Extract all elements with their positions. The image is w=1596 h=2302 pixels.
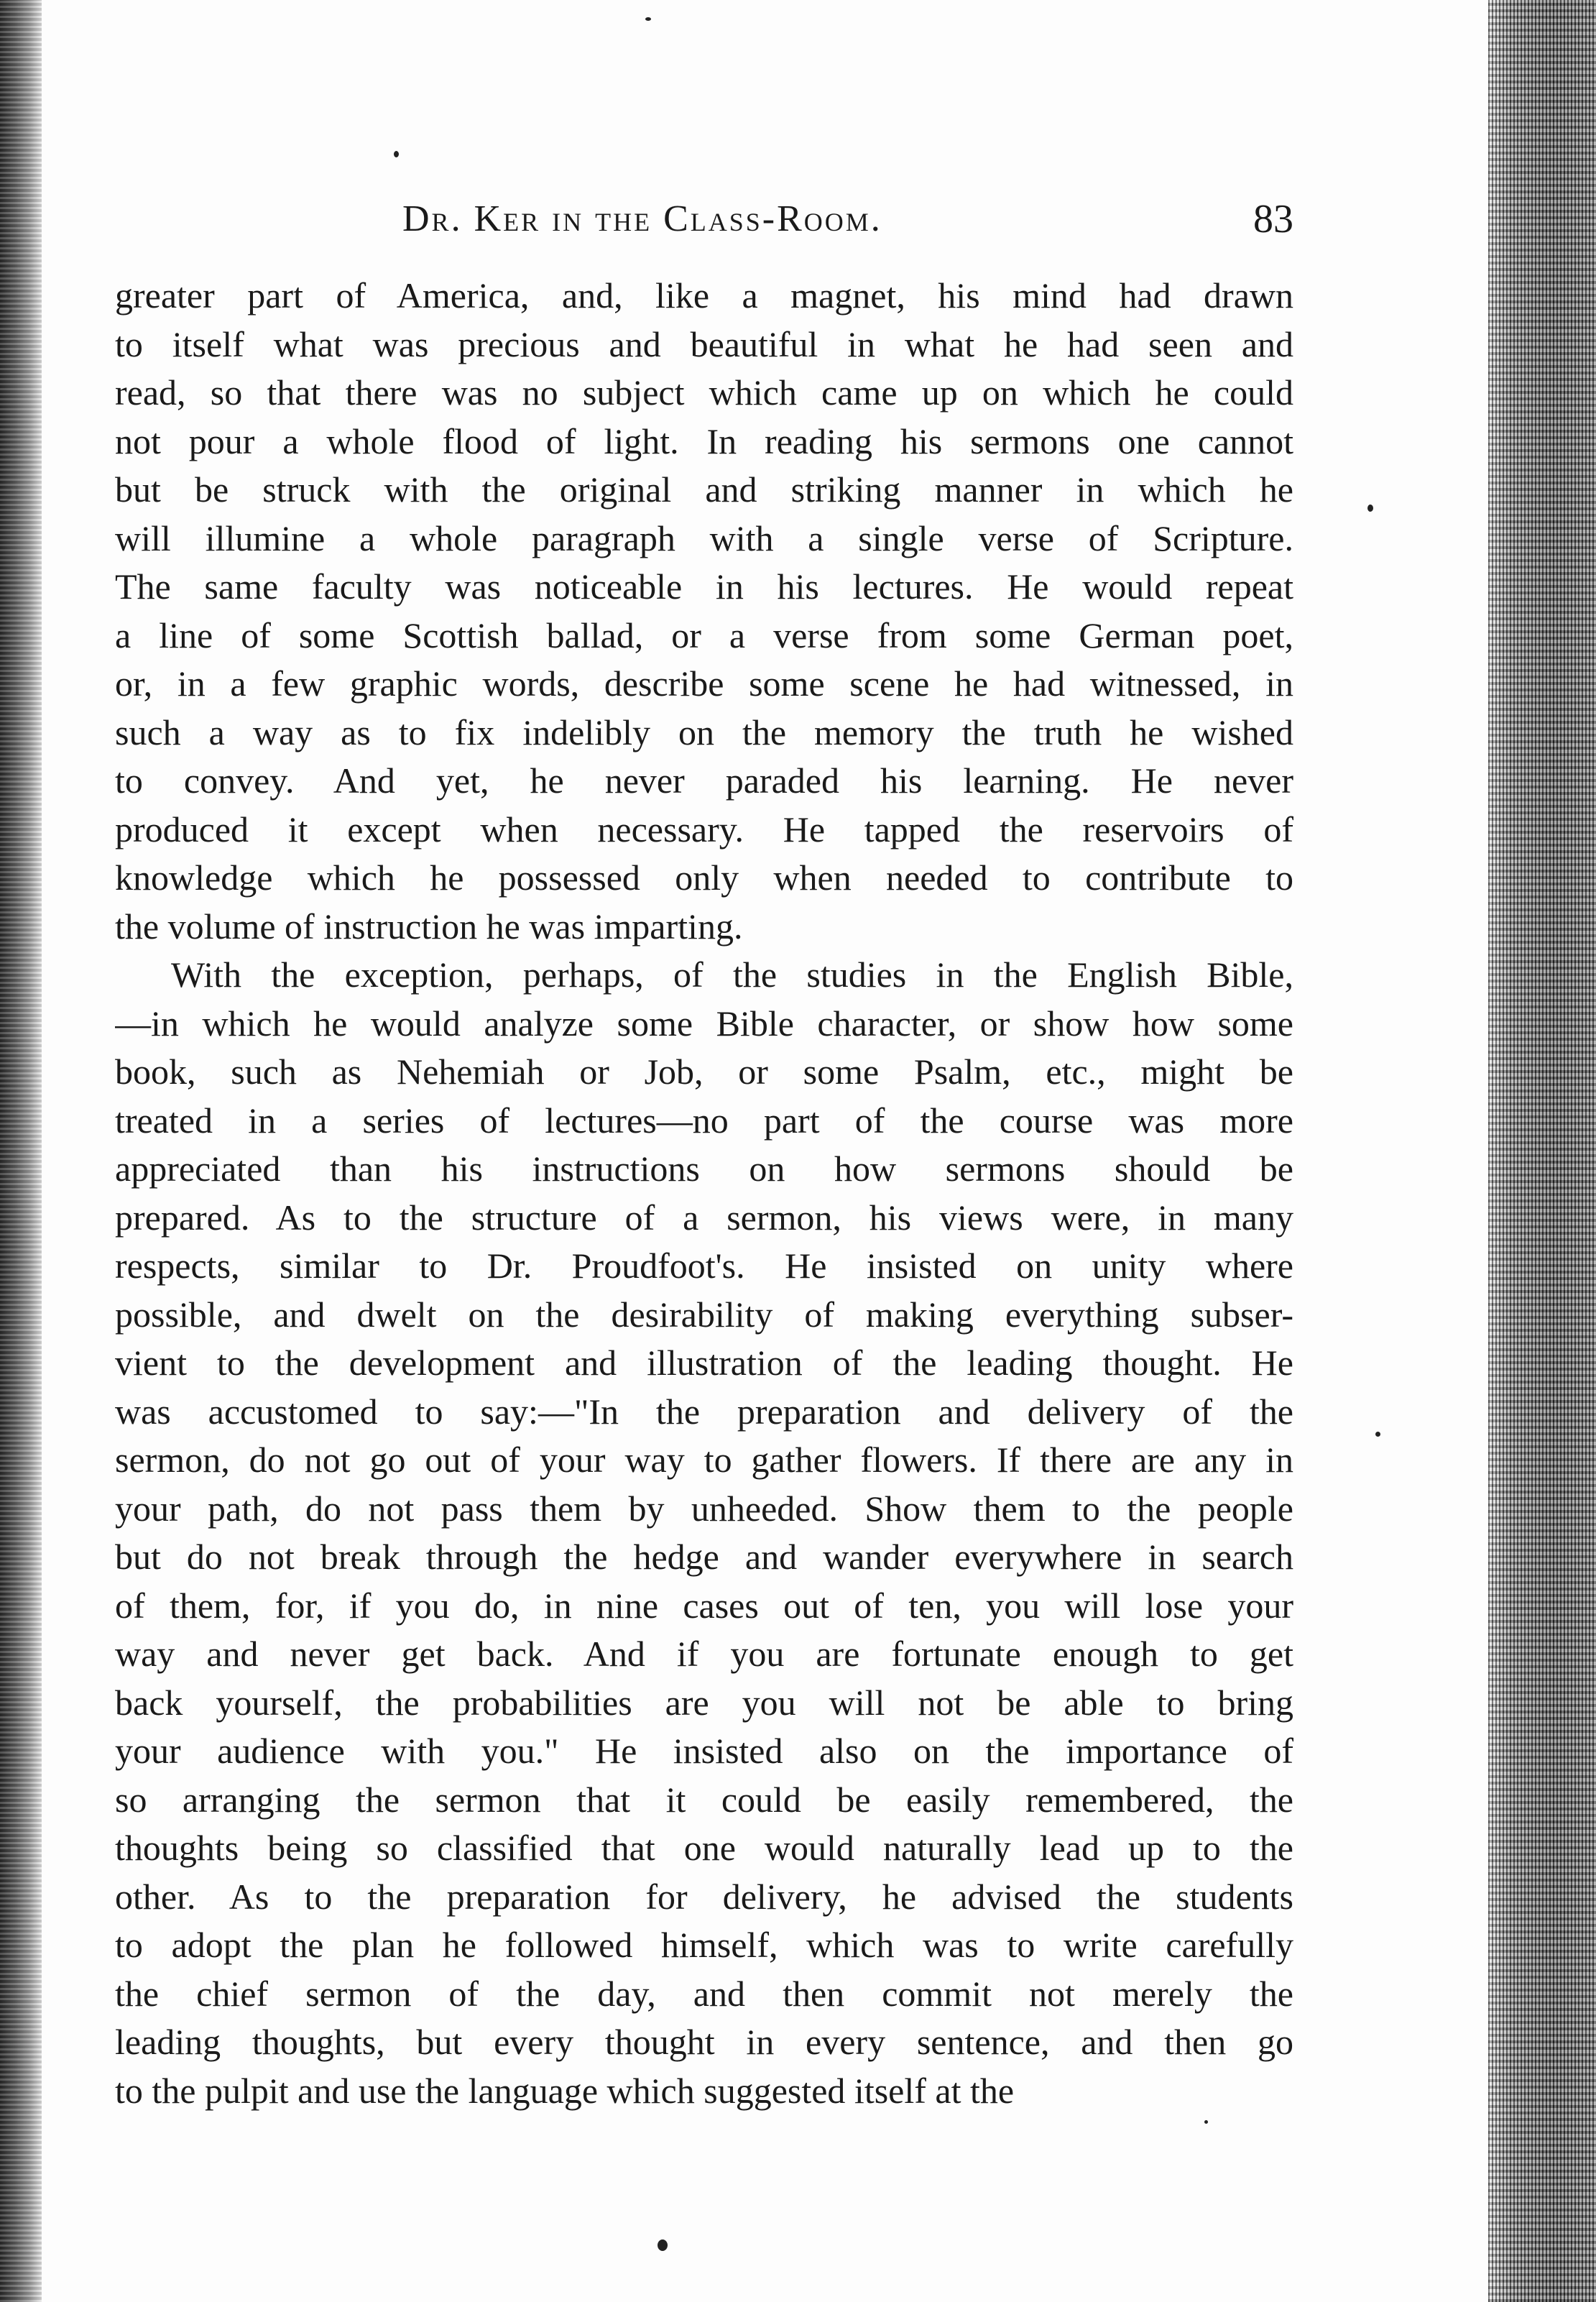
- text-line: read, so that there was no subject which came up on which he could: [115, 372, 1293, 413]
- paragraph: [115, 951, 1293, 2115]
- text-line: but be struck with the original and striking manner in which he: [115, 469, 1293, 510]
- text-line: treated in a series of lectures—no part of the course was more: [115, 1100, 1293, 1141]
- ink-speck: [645, 17, 651, 21]
- text-line: The same faculty was noticeable in his lectures. He would repeat: [115, 566, 1293, 607]
- text-line: or, in a few graphic words, describe some scene he had witnessed, in: [115, 663, 1293, 704]
- text-line: not pour a whole flood of light. In reading his sermons one cannot: [115, 420, 1293, 461]
- text-line: book, such as Nehemiah or Job, or some Psalm, etc., might be: [115, 1051, 1293, 1092]
- text-line: so arranging the sermon that it could be easily remembered, the: [115, 1779, 1293, 1820]
- text-line: but do not break through the hedge and wander everywhere in search: [115, 1537, 1293, 1577]
- text-line: was accustomed to say:—"In the preparation and delivery of the: [115, 1391, 1293, 1432]
- text-line: prepared. As to the structure of a sermon, his views were, in many: [115, 1197, 1293, 1238]
- text-line: possible, and dwelt on the desirability of making everything subser-: [115, 1294, 1293, 1335]
- text-line: will illumine a whole paragraph with a single verse of Scripture.: [115, 517, 1293, 558]
- paragraph: [115, 272, 1293, 951]
- binding-shadow: [0, 0, 42, 2302]
- ink-speck: [1375, 1432, 1380, 1437]
- text-line: such a way as to fix indelibly on the memory the truth he wished: [115, 712, 1293, 752]
- text-line: With the exception, perhaps, of the studies in the English Bible,: [171, 954, 1293, 995]
- text-line: way and never get back. And if you are fortunate enough to get: [115, 1634, 1293, 1674]
- page-number: 83: [1253, 197, 1293, 241]
- text-line: back yourself, the probabilities are you will not be able to bring: [115, 1682, 1293, 1723]
- text-line: your path, do not pass them by unheeded. Show them to the people: [115, 1488, 1293, 1529]
- text-line: sermon, do not go out of your way to gather flowers. If there are any in: [115, 1440, 1293, 1480]
- text-line: the chief sermon of the day, and then commit not merely the: [115, 1973, 1293, 2014]
- text-line: other. As to the preparation for delivery, he advised the students: [115, 1876, 1293, 1917]
- text-line: your audience with you." He insisted also on the importance of: [115, 1731, 1293, 1771]
- text-line: to itself what was precious and beautiful in what he had seen and: [115, 323, 1293, 364]
- text-line: a line of some Scottish ballad, or a verse from some German poet,: [115, 614, 1293, 655]
- body-text: [115, 272, 1293, 2115]
- running-title: Dr. Ker in the Class-Room.: [402, 198, 882, 239]
- text-line: produced it except when necessary. He tapped the reservoirs of: [115, 809, 1293, 850]
- text-line: —in which he would analyze some Bible character, or show how some: [115, 1003, 1293, 1044]
- text-line: vient to the development and illustration of the leading thought. He: [115, 1343, 1293, 1383]
- text-line: to convey. And yet, he never paraded his learning. He never: [115, 760, 1293, 801]
- text-line: the volume of instruction he was imparting.: [115, 906, 743, 947]
- ink-speck: [1367, 505, 1373, 512]
- text-line: greater part of America, and, like a magnet, his mind had drawn: [115, 275, 1293, 316]
- text-line: thoughts being so classified that one would naturally lead up to the: [115, 1828, 1293, 1868]
- text-line: to adopt the plan he followed himself, which was to write carefully: [115, 1925, 1293, 1965]
- text-line: of them, for, if you do, in nine cases out of ten, you will lose your: [115, 1585, 1293, 1626]
- page-stack-edge: [1488, 0, 1596, 2302]
- ink-speck: [394, 151, 399, 157]
- ink-speck: [1204, 2120, 1208, 2124]
- text-line: leading thoughts, but every thought in every sentence, and then go: [115, 2022, 1293, 2062]
- text-line: to the pulpit and use the language which suggested itself at the: [115, 2070, 1015, 2111]
- ink-speck: [658, 2239, 668, 2251]
- text-line: appreciated than his instructions on how sermons should be: [115, 1148, 1293, 1189]
- text-line: knowledge which he possessed only when needed to contribute to: [115, 857, 1293, 898]
- text-line: respects, similar to Dr. Proudfoot's. He insisted on unity where: [115, 1246, 1293, 1286]
- page-header: [115, 187, 1293, 252]
